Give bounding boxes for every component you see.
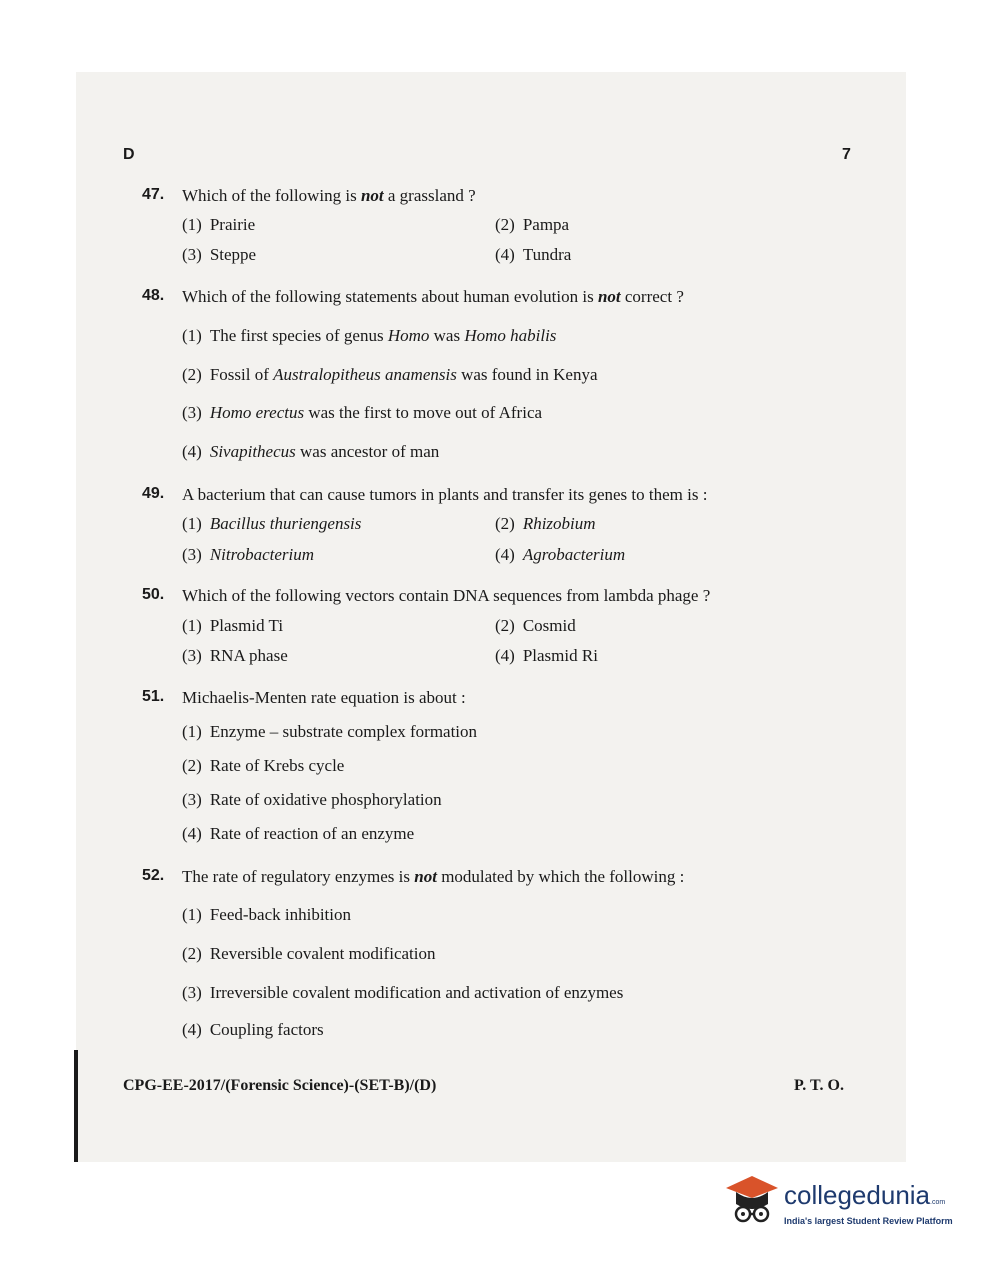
scan-edge-mark bbox=[74, 1050, 78, 1162]
option: (1) Prairie bbox=[182, 215, 256, 234]
set-letter: D bbox=[123, 146, 135, 163]
option: (2) Rate of Krebs cycle bbox=[182, 756, 345, 775]
question-text: Michaelis-Menten rate equation is about : bbox=[182, 688, 466, 707]
question-text: Which of the following is not a grassland ? bbox=[182, 186, 476, 205]
question-number: 51. bbox=[142, 688, 165, 705]
question-text: The rate of regulatory enzymes is not modulated by which the following : bbox=[182, 867, 685, 886]
option: (1) Plasmid Ti bbox=[182, 616, 284, 635]
brand-name: collegedunia.com bbox=[784, 1180, 946, 1210]
option: (1) Enzyme – substrate complex formation bbox=[182, 722, 478, 741]
option: (4) Coupling factors bbox=[182, 1020, 324, 1039]
question-number: 47. bbox=[142, 186, 165, 203]
mascot-icon bbox=[724, 1174, 780, 1230]
option: (4) Plasmid Ri bbox=[495, 646, 598, 665]
option: (3) Irreversible covalent modification and activation of enzymes bbox=[182, 983, 624, 1002]
option: (2) Reversible covalent modification bbox=[182, 944, 436, 963]
option: (2) Cosmid bbox=[495, 616, 576, 635]
option: (3) Nitrobacterium bbox=[182, 545, 315, 564]
option: (1) Feed-back inhibition bbox=[182, 905, 351, 924]
option: (4) Sivapithecus was ancestor of man bbox=[182, 442, 440, 461]
pto-label: P. T. O. bbox=[794, 1077, 844, 1094]
option: (3) Steppe bbox=[182, 245, 257, 264]
question-text: Which of the following statements about human evolution is not correct ? bbox=[182, 287, 684, 306]
question-number: 49. bbox=[142, 485, 165, 502]
question-text: A bacterium that can cause tumors in plants and transfer its genes to them is : bbox=[182, 485, 708, 504]
option: (1) Bacillus thuriengensis bbox=[182, 514, 362, 533]
option: (3) Homo erectus was the first to move out of Africa bbox=[182, 403, 543, 422]
option: (3) Rate of oxidative phosphorylation bbox=[182, 790, 442, 809]
question-number: 48. bbox=[142, 287, 165, 304]
paper-code: CPG-EE-2017/(Forensic Science)-(SET-B)/(D) bbox=[123, 1077, 437, 1094]
option: (3) RNA phase bbox=[182, 646, 288, 665]
option: (4) Tundra bbox=[495, 245, 572, 264]
question-number: 50. bbox=[142, 586, 165, 603]
option: (4) Agrobacterium bbox=[495, 545, 626, 564]
option: (2) Rhizobium bbox=[495, 514, 596, 533]
option: (1) The first species of genus Homo was Homo habilis bbox=[182, 326, 557, 345]
option: (2) Pampa bbox=[495, 215, 570, 234]
option: (4) Rate of reaction of an enzyme bbox=[182, 824, 415, 843]
option: (2) Fossil of Australopitheus anamensis was found in Kenya bbox=[182, 365, 598, 384]
brand-tagline: India's largest Student Review Platform bbox=[784, 1216, 953, 1226]
page-number: 7 bbox=[842, 146, 851, 163]
question-text: Which of the following vectors contain DNA sequences from lambda phage ? bbox=[182, 586, 711, 605]
collegedunia-logo bbox=[724, 1170, 954, 1240]
question-number: 52. bbox=[142, 867, 165, 884]
